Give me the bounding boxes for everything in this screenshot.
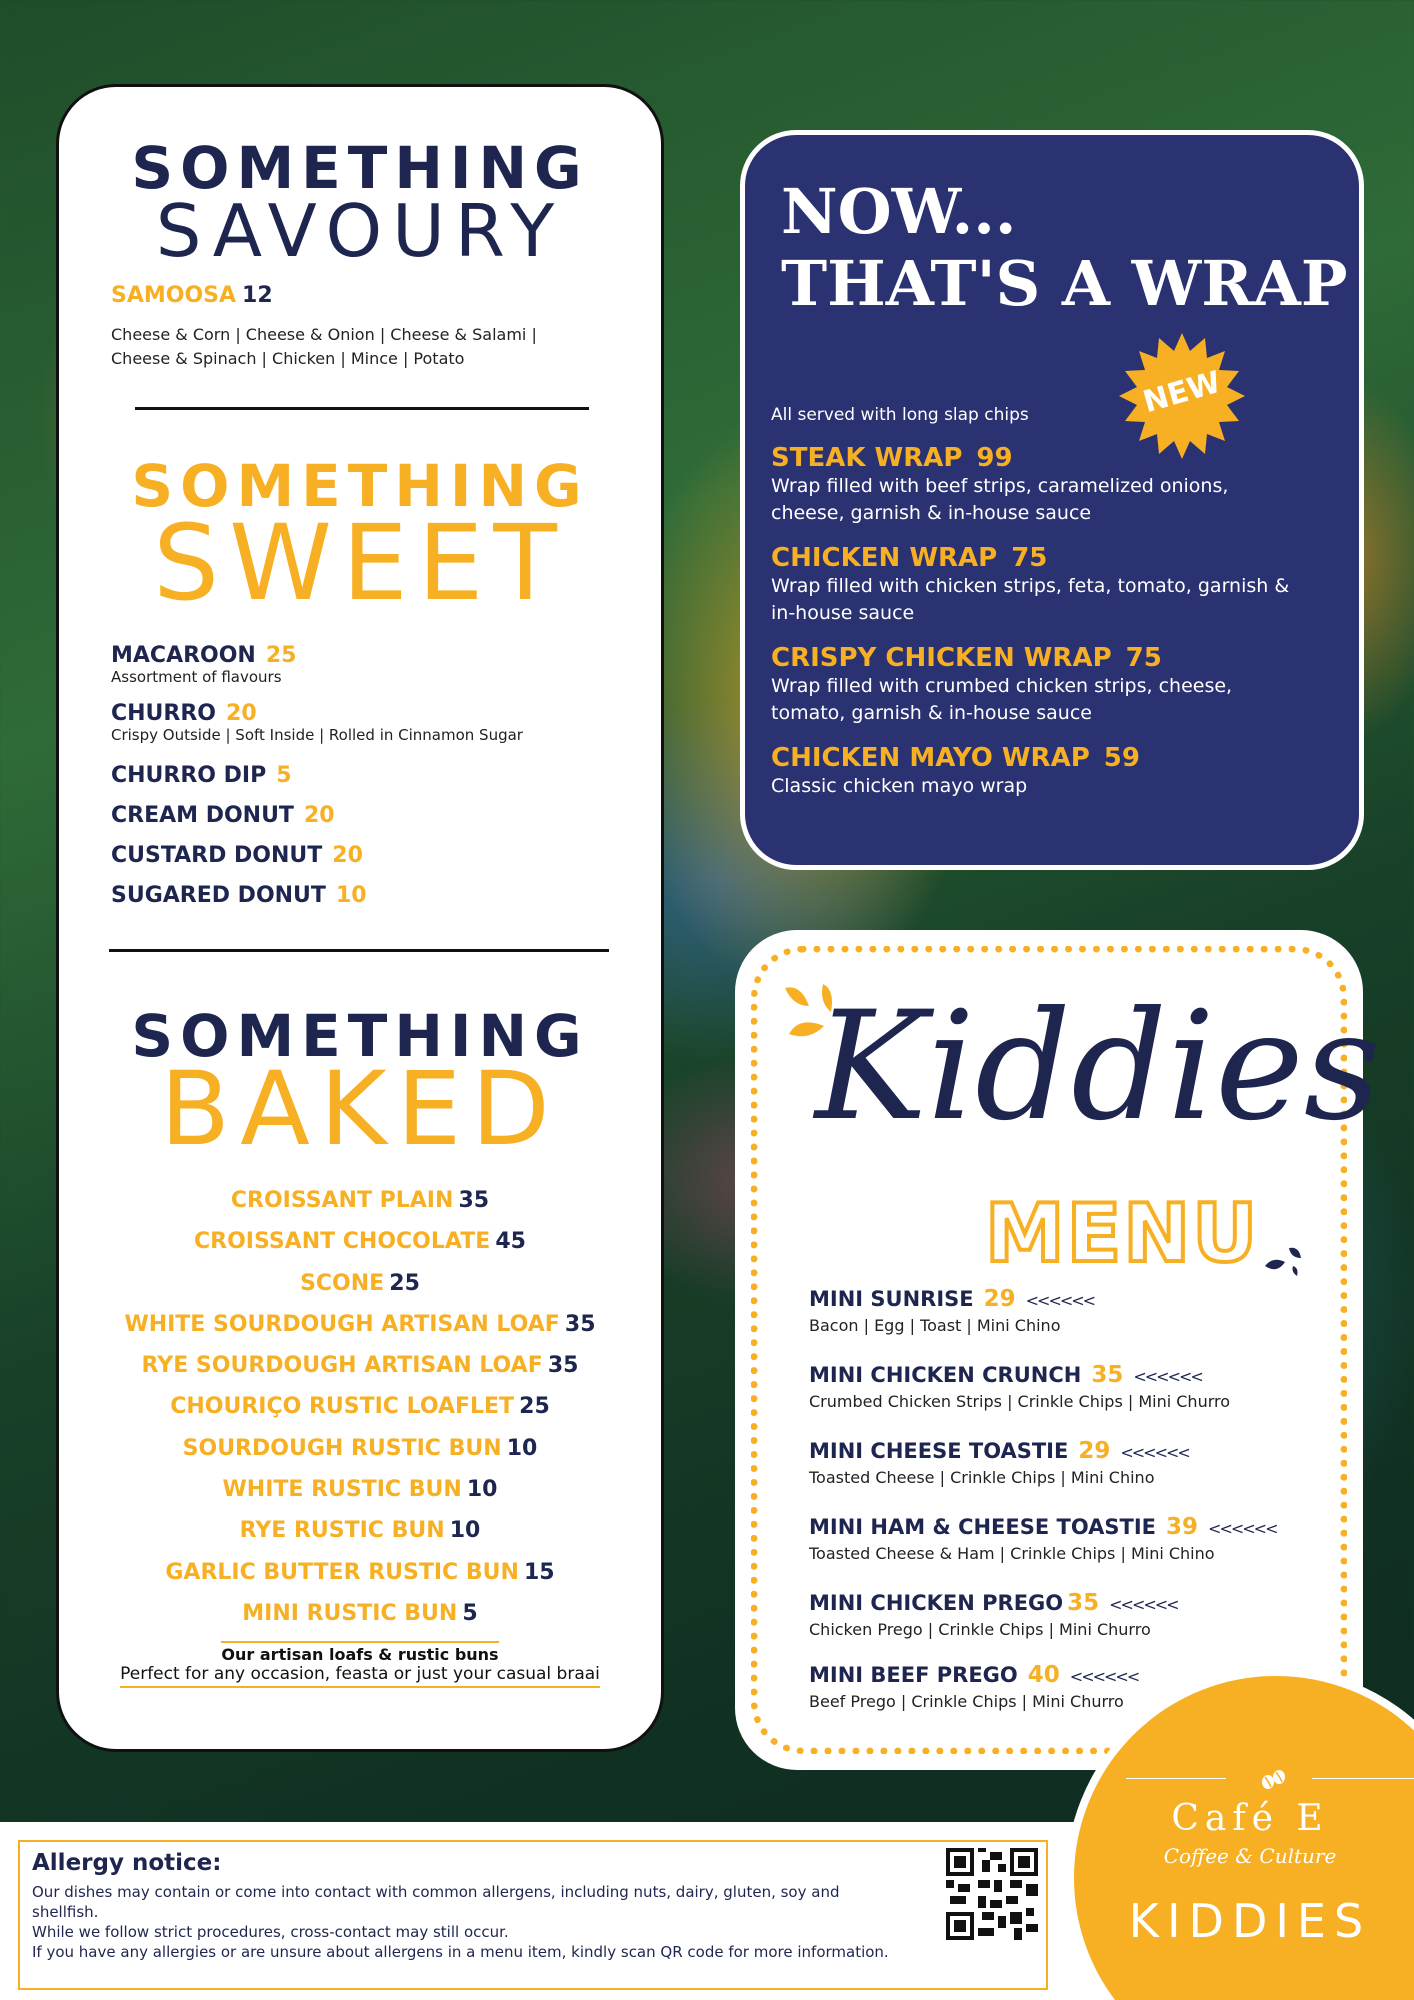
list-item — [771, 743, 1331, 813]
item-description: Crispy Outside | Soft Inside | Rolled in Cinnamon Sugar — [111, 726, 523, 744]
wrap-title-line2: THAT'S A WRAP — [781, 247, 1348, 320]
item-price: 20 — [303, 803, 335, 828]
item-name: STEAK WRAP — [771, 443, 963, 473]
list-item — [111, 763, 631, 803]
list-item — [111, 803, 631, 843]
baked-list — [59, 1181, 661, 1635]
wrap-menu-panel — [740, 130, 1364, 870]
list-item — [59, 1511, 661, 1552]
desc-line: Cheese & Spinach | Chicken | Mince | Potato — [111, 349, 465, 368]
item-price: 10 — [466, 1477, 498, 1503]
item-price: 10 — [506, 1435, 538, 1461]
item-name: GARLIC BUTTER RUSTIC BUN — [165, 1559, 519, 1585]
list-item — [809, 1438, 1329, 1514]
item-name: SAMOOSA — [111, 283, 237, 308]
list-item — [111, 643, 631, 701]
savoury-description — [111, 323, 537, 371]
item-price: 10 — [335, 883, 367, 908]
item-description: Assortment of flavours — [111, 668, 282, 686]
brand-name: Café E — [1171, 1798, 1329, 1839]
allergy-line: While we follow strict procedures, cross-contact may still occur. — [32, 1923, 509, 1941]
item-price: 75 — [1125, 643, 1162, 673]
sweet-heading-big: SWEET — [153, 502, 567, 624]
chevron-left-icon: <<<<<< — [1208, 1519, 1277, 1538]
item-name: WHITE RUSTIC BUN — [222, 1477, 462, 1503]
item-price: 20 — [226, 701, 257, 726]
star-badge-icon — [1117, 331, 1247, 461]
list-item — [771, 643, 1331, 743]
item-description: cheese, garnish & in-house sauce — [771, 502, 1092, 524]
sweet-list — [111, 643, 631, 923]
badge-label: NEW — [1139, 364, 1225, 421]
item-price: 59 — [1103, 743, 1140, 773]
list-item — [59, 1181, 661, 1222]
list-item — [59, 1594, 661, 1635]
chevron-left-icon: <<<<<< — [1133, 1367, 1202, 1386]
savoury-item — [111, 283, 273, 308]
item-name: WHITE SOURDOUGH ARTISAN LOAF — [124, 1311, 560, 1337]
brand-line-right — [1312, 1778, 1414, 1779]
allergy-notice — [18, 1840, 1048, 1990]
list-item — [59, 1387, 661, 1428]
item-price: 25 — [389, 1270, 420, 1296]
item-description: Toasted Cheese & Ham | Crinkle Chips | Mini Chino — [809, 1544, 1215, 1563]
chevron-left-icon: <<<<<< — [1109, 1595, 1178, 1614]
divider — [135, 407, 589, 410]
item-description: Toasted Cheese | Crinkle Chips | Mini Chino — [809, 1468, 1155, 1487]
item-name: CROISSANT PLAIN — [230, 1188, 454, 1213]
item-description: Classic chicken mayo wrap — [771, 775, 1028, 797]
item-price: 5 — [462, 1600, 478, 1626]
item-name: CHICKEN MAYO WRAP — [771, 743, 1090, 773]
allergy-text — [32, 1882, 922, 1962]
item-price: 12 — [242, 283, 273, 308]
item-name: CREAM DONUT — [111, 803, 294, 828]
item-price: 35 — [1067, 1590, 1100, 1616]
item-name: CUSTARD DONUT — [111, 843, 323, 868]
kids-list — [809, 1286, 1329, 1734]
item-name: CHICKEN WRAP — [771, 543, 998, 573]
item-price: 99 — [976, 443, 1013, 473]
item-price: 5 — [276, 763, 292, 788]
list-item — [809, 1590, 1329, 1662]
baked-heading-big: BAKED — [160, 1050, 560, 1169]
item-price: 29 — [983, 1286, 1016, 1312]
list-item — [59, 1264, 661, 1305]
baked-note — [59, 1641, 661, 1688]
item-price: 35 — [547, 1353, 579, 1379]
wrap-list — [771, 443, 1331, 813]
item-name: CHURRO — [111, 701, 217, 726]
list-item — [111, 701, 631, 763]
desc-line: Cheese & Corn | Cheese & Onion | Cheese & Salami | — [111, 325, 537, 344]
item-name: MINI SUNRISE — [809, 1287, 974, 1311]
list-item — [771, 443, 1331, 543]
item-name: SUGARED DONUT — [111, 883, 326, 908]
item-description: Beef Prego | Crinkle Chips | Mini Churro — [809, 1692, 1124, 1711]
allergy-line: Our dishes may contain or come into contact with common allergens, including nuts, dairy, gluten, soy and — [32, 1883, 840, 1901]
item-description: in-house sauce — [771, 602, 915, 624]
item-description: Wrap filled with crumbed chicken strips, cheese, — [771, 675, 1233, 697]
item-name: MINI CHICKEN CRUNCH — [809, 1363, 1082, 1387]
item-name: RYE SOURDOUGH ARTISAN LOAF — [141, 1353, 543, 1379]
sweet-heading-top: SOMETHING — [131, 452, 589, 520]
item-name: MINI HAM & CHEESE TOASTIE — [809, 1515, 1157, 1539]
chevron-left-icon: <<<<<< — [1025, 1291, 1095, 1310]
allergy-line: If you have any allergies or are unsure about allergens in a menu item, kindly scan QR code for more information. — [32, 1943, 889, 1961]
item-price: 39 — [1166, 1514, 1199, 1540]
kiddies-menu-panel — [735, 930, 1381, 1770]
item-name: MINI RUSTIC BUN — [242, 1600, 458, 1626]
allergy-title: Allergy notice: — [32, 1850, 222, 1876]
list-item — [809, 1286, 1329, 1362]
item-price: 15 — [523, 1559, 555, 1585]
list-item — [809, 1514, 1329, 1590]
list-item — [59, 1346, 661, 1387]
allergy-line: shellfish. — [32, 1903, 99, 1921]
baked-heading-top: SOMETHING — [131, 1002, 589, 1070]
item-price: 35 — [564, 1311, 596, 1337]
item-price: 10 — [449, 1518, 481, 1544]
brand-line-left — [1126, 1778, 1226, 1779]
item-description: Wrap filled with beef strips, caramelized onions, — [771, 475, 1229, 497]
item-description: Wrap filled with chicken strips, feta, tomato, garnish & — [771, 575, 1290, 597]
brand-menu-label: KIDDIES — [1128, 1894, 1372, 1948]
item-price: 25 — [519, 1394, 550, 1420]
wrap-title-line1: NOW... — [781, 175, 1017, 248]
list-item — [59, 1553, 661, 1594]
item-description: Crumbed Chicken Strips | Crinkle Chips | Mini Churro — [809, 1392, 1231, 1411]
item-name: MINI CHICKEN PREGO — [809, 1591, 1064, 1615]
note-line: Our artisan loafs & rustic buns — [221, 1641, 498, 1664]
list-item — [59, 1222, 661, 1263]
item-description: tomato, garnish & in-house sauce — [771, 702, 1092, 724]
item-name: CHURRO DIP — [111, 763, 267, 788]
chevron-left-icon: <<<<<< — [1120, 1443, 1189, 1462]
item-price: 35 — [1091, 1362, 1124, 1388]
brand-tagline: Coffee & Culture — [1163, 1844, 1337, 1868]
left-menu-panel — [56, 84, 664, 1752]
divider — [109, 949, 609, 952]
item-name: CHOURIÇO RUSTIC LOAFLET — [170, 1394, 515, 1420]
qr-code-icon[interactable] — [946, 1848, 1038, 1940]
menu-word: MENU — [985, 1187, 1260, 1280]
note-line: Perfect for any occasion, feasta or just your casual braai — [120, 1664, 600, 1688]
item-price: 40 — [1027, 1662, 1060, 1688]
item-name: MINI CHEESE TOASTIE — [809, 1439, 1069, 1463]
item-name: SOURDOUGH RUSTIC BUN — [182, 1435, 502, 1461]
item-price: 45 — [495, 1229, 526, 1255]
savoury-heading-top: SOMETHING — [131, 134, 589, 202]
list-item — [809, 1362, 1329, 1438]
item-price: 20 — [332, 843, 363, 868]
savoury-heading-big: SAVOURY — [155, 189, 565, 273]
list-item — [111, 843, 631, 883]
item-description: Bacon | Egg | Toast | Mini Chino — [809, 1316, 1061, 1335]
item-name: CRISPY CHICKEN WRAP — [771, 643, 1112, 673]
item-name: SCONE — [300, 1270, 385, 1296]
item-price: 75 — [1011, 543, 1048, 573]
item-name: MINI BEEF PREGO — [809, 1663, 1018, 1687]
item-name: MACAROON — [111, 643, 256, 668]
item-price: 35 — [458, 1188, 490, 1213]
kiddies-script-title: Kiddies — [815, 980, 1381, 1154]
item-price: 29 — [1078, 1438, 1111, 1464]
list-item — [771, 543, 1331, 643]
list-item — [111, 883, 631, 923]
chevron-left-icon: <<<<<< — [1069, 1667, 1139, 1686]
item-name: RYE RUSTIC BUN — [239, 1518, 445, 1544]
list-item — [59, 1470, 661, 1511]
served-note: All served with long slap chips — [771, 405, 1029, 425]
list-item — [59, 1305, 661, 1346]
item-price: 25 — [265, 643, 297, 668]
coffee-beans-icon — [1260, 1768, 1288, 1794]
item-description: Chicken Prego | Crinkle Chips | Mini Churro — [809, 1620, 1151, 1639]
item-name: CROISSANT CHOCOLATE — [194, 1229, 491, 1255]
drop-icon — [1259, 1240, 1305, 1284]
list-item — [59, 1429, 661, 1470]
